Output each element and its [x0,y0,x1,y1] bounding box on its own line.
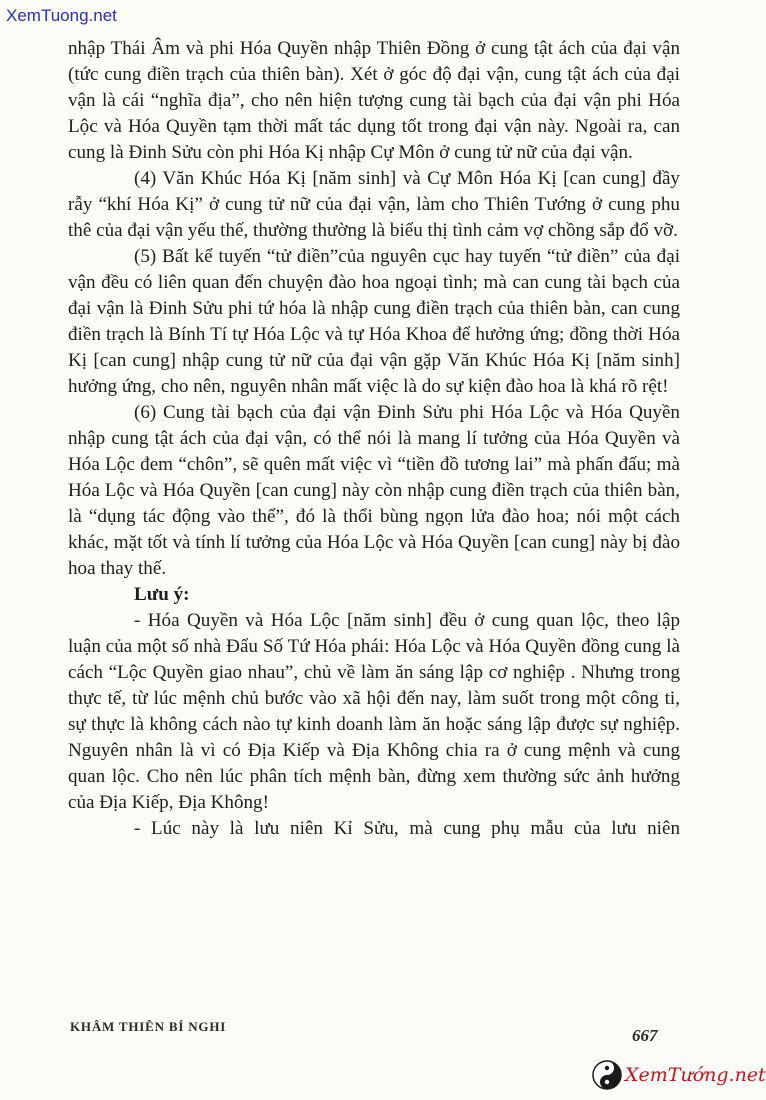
text-line: nhân là vì có Địa Kiếp và Địa Không chia ra ở cung mệnh và cung [135,740,680,761]
site-label[interactable]: XemTuong.net [3,6,120,26]
text-line: Hóa Khoa để hưởng ứng; đồng thời Hóa Kị [can cung] nhập cung tử [68,324,680,371]
text-line: - Lúc này là lưu niên Kỉ Sửu, mà cung phụ mẫu của lưu niên [134,818,680,839]
text-line: nữ của đại vận gặp Văn Khúc Hóa Kị [năm sinh] hưởng ứng, cho [68,350,680,397]
text-line: tương lai” mà phấn đấu; mà Hóa Lộc và Hóa Quyền [can cung] này [68,454,680,501]
text-line: Quyền nhập cung tật ách của đại vận, có thể nói là mang lí tưởng của [68,402,680,449]
text-line: lí tưởng của Hóa Lộc và Hóa Quyền [can cung] này bị đào hoa thay [68,532,680,579]
text-line: quan lộc. Cho nên lúc phân tích mệnh bàn, đừng xem thường sức [68,766,590,787]
text-line: Hóa Kị nhập Cự Môn ở cung tử nữ của đại vận. [268,142,633,163]
page-body [68,36,680,842]
paragraph [68,166,680,244]
main-paragraphs [68,36,680,582]
text-line: thế. [138,558,167,579]
paragraph [68,36,680,166]
text-line: tài bạch của đại vận phi Hóa Lộc và Hóa Quyền tạm thời mất tác [68,90,680,137]
paragraph [68,244,680,400]
text-line: (5) Bất kể tuyến “tử điền”của nguyên cục hay tuyến “tử điền” [134,246,619,267]
text-line: dụng tốt trong đại vận này. Ngoài ra, can cung là Đinh Sửu còn phi [68,116,680,163]
page-number: 667 [632,1026,658,1045]
text-line: - Hóa Quyền và Hóa Lộc [năm sinh] đều ở cung quan lộc, [134,610,609,631]
text-line: Tướng ở cung phu thê của đại vận yếu thế, thường thường là biểu thị [68,194,680,241]
paragraph [68,608,680,816]
paragraph [68,816,680,842]
text-line: nào tự kinh doanh làm ăn hoặc sáng lập được sự nghiệp. Nguyên [68,714,680,761]
text-line: cung tật ách của đại vận là cái “nghĩa địa”, cho nên hiện tượng cung [68,64,680,111]
note-paragraphs [68,608,680,842]
note-heading: Lưu ý: [134,584,190,605]
text-line: tình cảm vợ chồng sắp đổ vỡ. [452,220,678,241]
yin-yang-icon [592,1060,622,1090]
text-line: của đại vận (tức cung điền trạch của thiên bàn). Xét ở góc độ đại vận, [68,38,680,85]
text-line: đó là thổi bùng ngọn lửa đào hoa; nói một cách khác, mặt tốt và tính [68,506,680,553]
logo-text: XemTướng.net [625,1064,766,1086]
book-title: KHÂM THIÊN BÍ NGHI [70,1019,227,1034]
text-line: (4) Văn Khúc Hóa Kị [năm sinh] và Cự Môn Hóa Kị [can [134,168,596,189]
text-line: nên, nguyên nhân mất việc là do sự kiện đào hoa là khá rõ rệt! [193,376,669,397]
text-line: (6) Cung tài bạch của đại vận Đinh Sửu phi Hóa Lộc và Hóa [134,402,623,423]
text-line: Quyền đồng cung là cách “Lộc Quyền giao nhau”, chủ về làm ăn [68,636,681,683]
site-logo[interactable] [592,1057,766,1093]
text-line: xã hội đến nay, làm suốt trong một công ti, sự thực là không cách [68,688,680,735]
text-line: của đại vận đều có liên quan đến chuyện đào hoa ngoại tình; mà can [68,246,680,293]
text-line: còn nhập cung điền trạch của thiên bàn, là “dụng tác động vào thể”, [68,480,681,527]
text-line: cung] đầy rẫy “khí Hóa Kị” ở cung tử nữ của đại vận, làm cho Thiên [68,168,680,215]
text-line: nhập Thái Âm và phi Hóa Quyền nhập Thiên Đồng ở cung tật ách [68,38,586,59]
text-line: theo lập luận của một số nhà Đẩu Số Tứ Hóa phái: Hóa Lộc và Hóa [68,610,680,657]
text-line: sáng lập cơ nghiệp . Nhưng trong thực tế, từ lúc mệnh chủ bước vào [68,662,680,709]
paragraph [68,400,680,582]
text-line: trạch của thiên bàn, can cung điền trạch là Bính Tí tự Hóa Lộc và tự [68,298,681,345]
text-line: ảnh hưởng của Địa Kiếp, Địa Không! [68,766,680,813]
text-line: cung tài bạch của đại vận là Đinh Sửu phi tứ hóa là nhập cung điền [68,272,680,319]
text-line: Hóa Quyền và Hóa Lộc đem “chôn”, sẽ quên mất việc vì “tiền đồ [68,428,680,475]
